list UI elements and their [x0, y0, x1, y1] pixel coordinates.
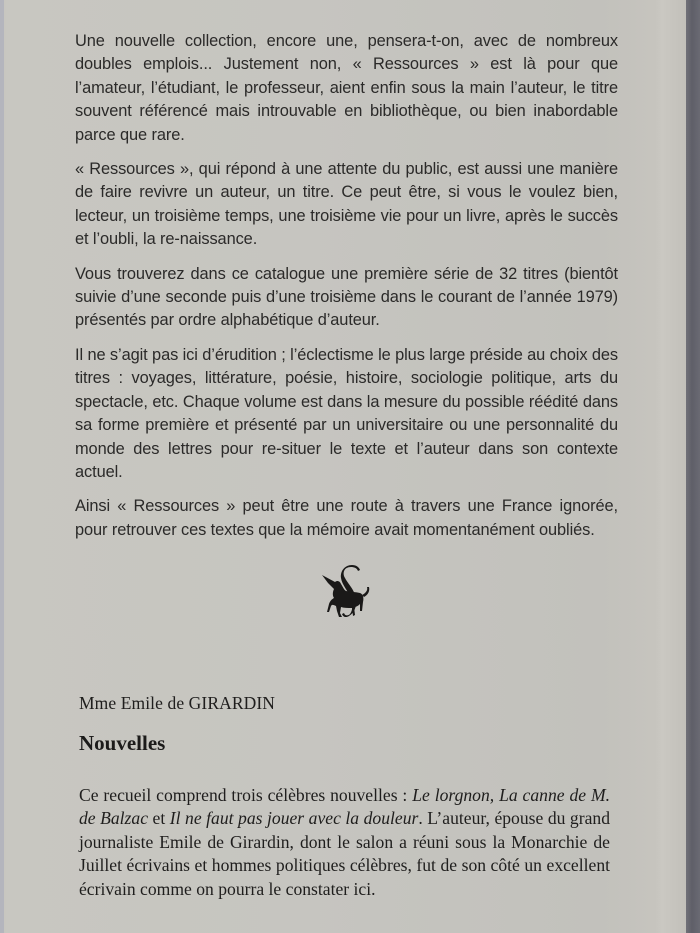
intro-paragraph: « Ressources », qui répond à une attente du public, est aussi une manière de faire revivre un auteur, un titre. Ce peut être, si vous le voulez bien, lecteur, un troisième temps, une troisième vie pour un livre, après le succès et l’oubli, la re-naissance. — [75, 160, 618, 249]
unicorn-s-emblem-icon — [318, 563, 378, 623]
separator: et — [148, 808, 170, 829]
description-text: Ce recueil comprend trois célèbres nouvelles : — [79, 785, 413, 805]
intro-paragraph: Vous trouverez dans ce catalogue une première série de 32 titres (bientôt suivie d’une seconde puis d’une troisième dans le courant de l’année 1979) présentés par ordre alphabétique d’auteur. — [75, 264, 618, 330]
separator: , — [489, 785, 500, 805]
work-title: La canne de M. de Balzac — [79, 785, 611, 829]
work-title: Le lorgnon — [412, 785, 490, 805]
work-title: Il ne faut pas jouer avec la douleur — [169, 808, 419, 829]
book-title: Nouvelles — [79, 731, 166, 755]
book-description — [79, 784, 610, 901]
intro-paragraph: Ainsi « Ressources » peut être une route à travers une France ignorée, pour retrouver ces textes que la mémoire avait momentanément oubliés. — [75, 497, 618, 539]
book-author: Mme Emile de GIRARDIN — [79, 693, 276, 713]
intro-paragraph: Une nouvelle collection, encore une, pensera-t-on, avec de nombreux doubles emplois... Justement non, « Ressources » est là pour que l’amateur, l’étudiant, le professeur, aient enfin sous la main l’auteur, le titre souvent référencé mais introuvable en bibliothèque, ou bien inabordable parce que rare. — [75, 32, 618, 144]
intro-paragraph: Il ne s’agit pas ici d’érudition ; l’éclectisme le plus large préside au choix des titres : voyages, littérature, poésie, histoire, sociologie politique, arts du spectacle, etc. Chaque volume est dans la mesure du possible réédité dans sa forme première et présenté par un universitaire ou une personnalité du monde des lettres pour re-situer le texte et l’auteur dans son contexte actuel. — [75, 345, 618, 481]
collection-introduction — [75, 30, 618, 553]
description-text: . L’auteur, épouse du grand journaliste Emile de Girardin, dont le salon a réuni sous la Monarchie de Juillet écrivains et hommes politiques célèbres, fut de son côté un excellent écrivain comme on pourra le constater ici. — [79, 808, 610, 899]
book-spine-edge — [686, 0, 700, 933]
page-left-edge — [0, 0, 4, 933]
